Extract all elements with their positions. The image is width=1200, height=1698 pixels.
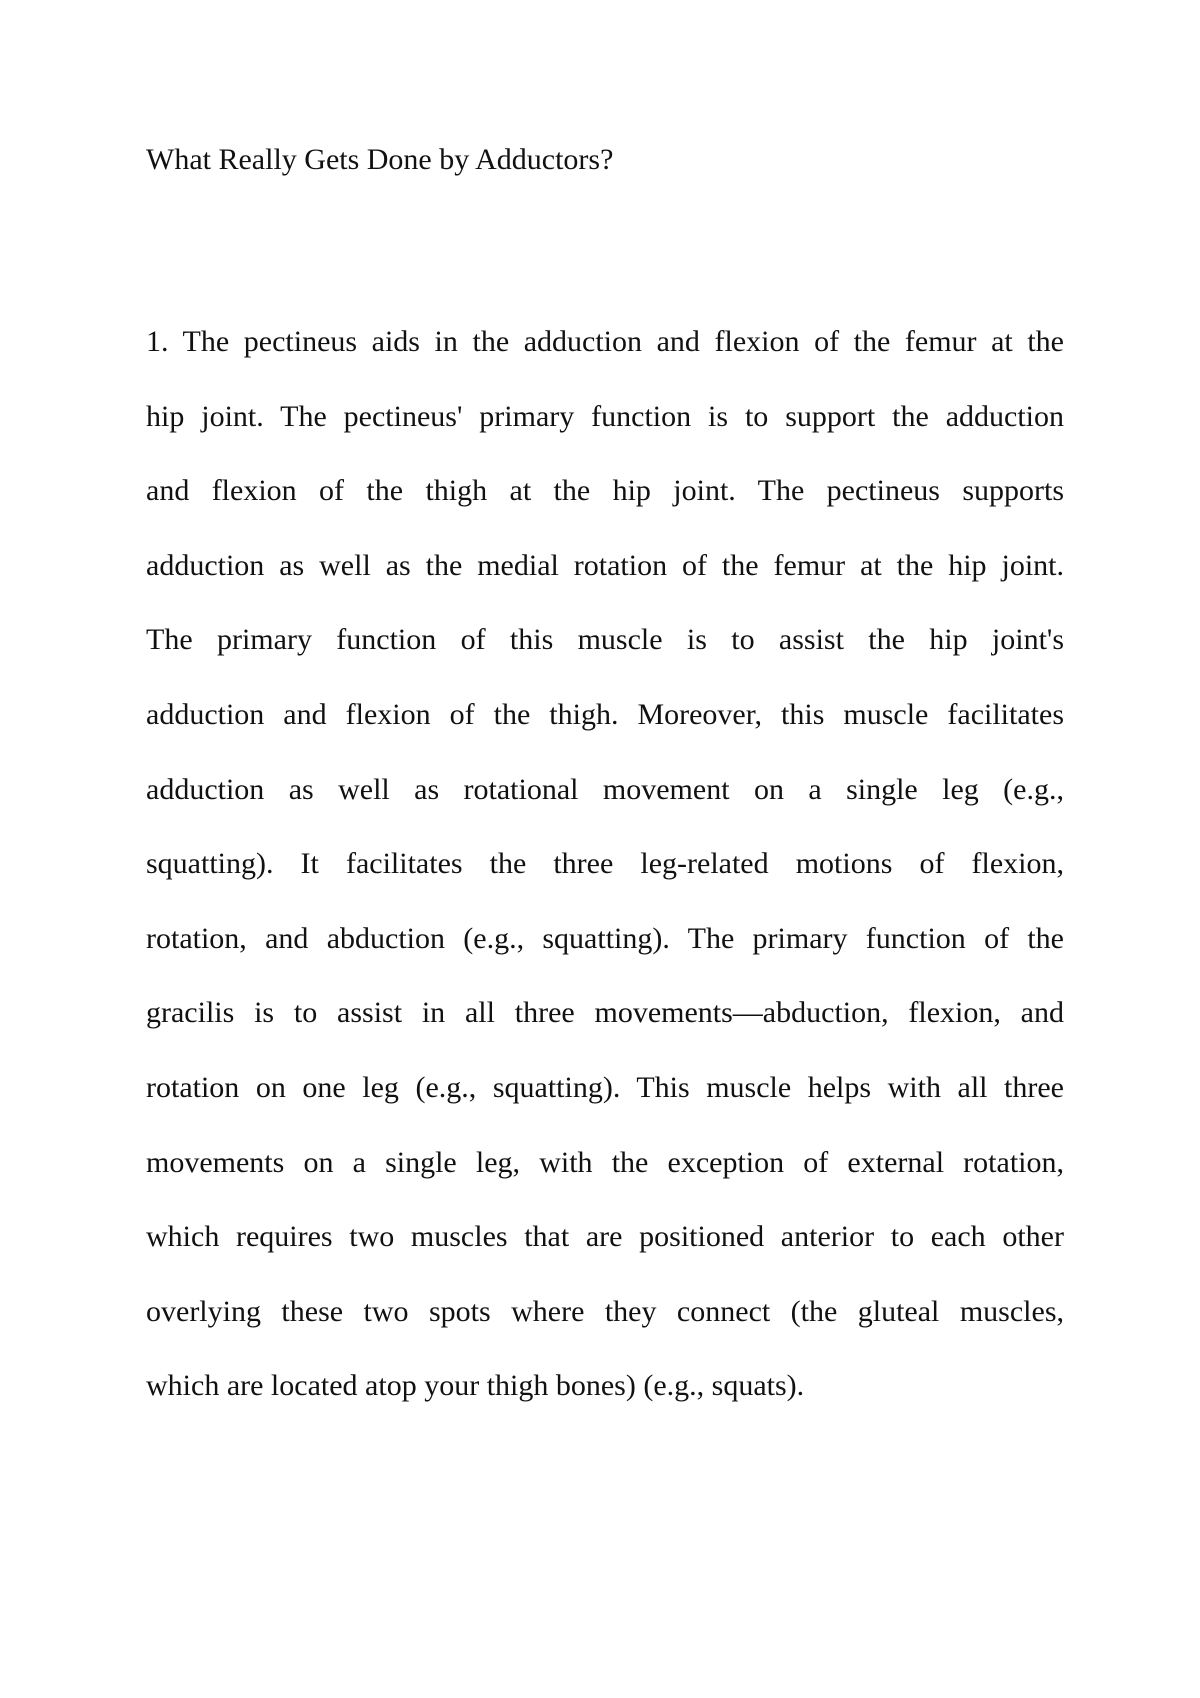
paragraph-line: movements on a single leg, with the exception of external rotation, [146, 1145, 1064, 1179]
paragraph-line: rotation, and abduction (e.g., squatting). The primary function of the [146, 921, 1064, 955]
paragraph-line: adduction and flexion of the thigh. Moreover, this muscle facilitates [146, 697, 1064, 731]
paragraph-line: 1. The pectineus aids in the adduction and flexion of the femur at the [146, 325, 1064, 358]
paragraph-line: gracilis is to assist in all three movements—abduction, flexion, and [146, 996, 1064, 1030]
paragraph-line: which requires two muscles that are positioned anterior to each other [146, 1220, 1064, 1254]
paragraph-line: adduction as well as rotational movement on a single leg (e.g., [146, 772, 1064, 806]
paragraph-line: and flexion of the thigh at the hip joint. The pectineus supports [146, 474, 1064, 508]
paragraph-line: overlying these two spots where they connect (the gluteal muscles, [146, 1294, 1064, 1328]
body-paragraph [146, 322, 1064, 1441]
paragraph-line: which are located atop your thigh bones) (e.g., squats). [146, 1369, 805, 1403]
paragraph-line: adduction as well as the medial rotation of the femur at the hip joint. [146, 548, 1064, 582]
paragraph-line: squatting). It facilitates the three leg-related motions of flexion, [146, 847, 1064, 881]
paragraph-line: hip joint. The pectineus' primary function is to support the adduction [146, 399, 1064, 433]
paragraph-line: rotation on one leg (e.g., squatting). This muscle helps with all three [146, 1070, 1064, 1104]
paragraph-line: The primary function of this muscle is to assist the hip joint's [146, 623, 1064, 657]
document-title: What Really Gets Done by Adductors? [146, 143, 614, 176]
